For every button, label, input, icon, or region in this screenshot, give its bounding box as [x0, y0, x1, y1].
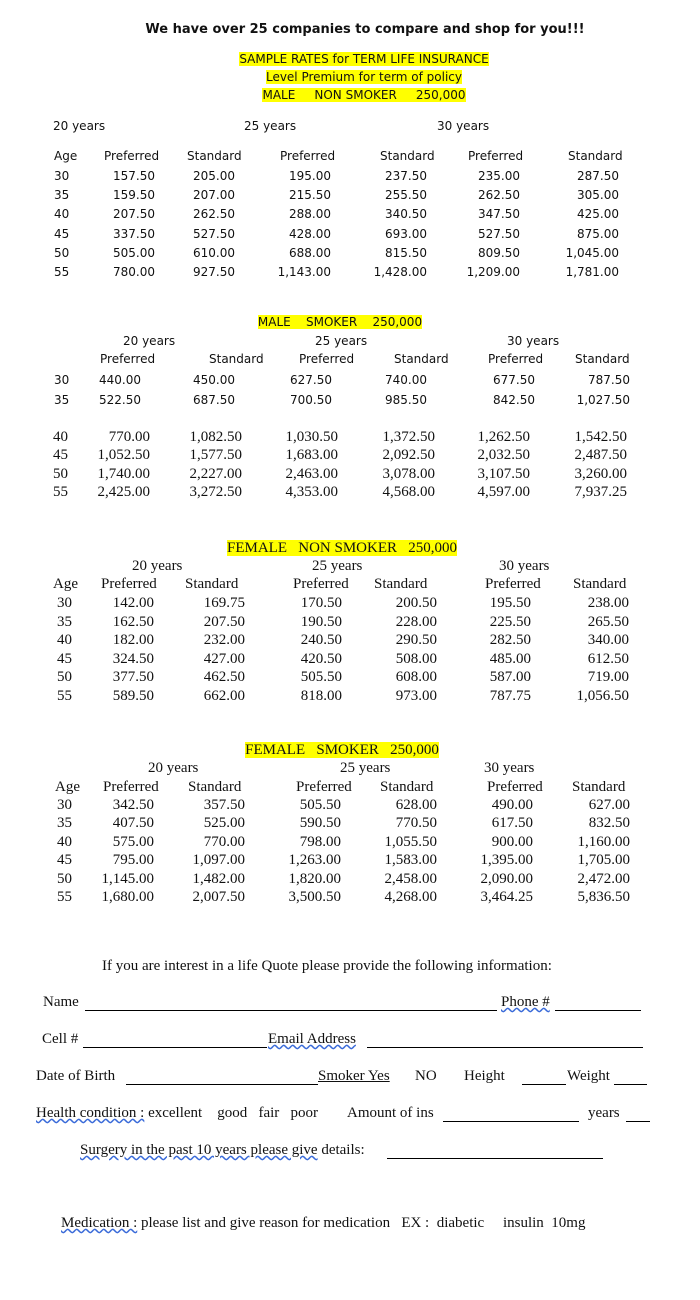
column-header: Preferred — [296, 779, 352, 795]
column-header: Standard — [568, 149, 623, 163]
term-header-20: 20 years — [53, 119, 106, 133]
rate-cell: 1,052.50 — [97, 447, 150, 464]
rate-cell: 182.00 — [112, 632, 154, 648]
medication-label: Medication : — [61, 1215, 138, 1231]
rate-cell: 1,097.00 — [192, 852, 245, 869]
rate-cell: 2,487.50 — [574, 447, 627, 464]
age-cell: 30 — [57, 797, 72, 813]
rate-cell: 508.00 — [395, 650, 437, 667]
rate-cell: 740.00 — [385, 373, 427, 387]
rate-cell: 687.50 — [193, 392, 235, 407]
rate-cell: 927.50 — [193, 265, 235, 279]
age-cell: 55 — [57, 889, 72, 905]
rate-cell: 462.50 — [203, 669, 245, 685]
rate-cell: 1,395.00 — [480, 852, 533, 869]
rate-cell: 5,836.50 — [577, 889, 630, 905]
rate-cell: 875.00 — [577, 226, 619, 241]
rate-cell: 169.75 — [203, 595, 245, 611]
rate-cell: 195.00 — [289, 169, 331, 183]
column-header: Preferred — [280, 149, 336, 163]
column-header: Standard — [573, 576, 627, 592]
rate-cell: 1,027.50 — [576, 392, 630, 407]
surgery-label: Surgery in the past 10 years please give — [80, 1142, 318, 1158]
rate-cell: 142.00 — [112, 595, 154, 611]
rate-cell: 225.50 — [489, 613, 531, 630]
rate-cell: 205.00 — [193, 169, 235, 183]
rate-cell: 627.50 — [290, 373, 332, 387]
column-header: Age — [54, 149, 78, 163]
rate-cell: 973.00 — [395, 687, 437, 704]
age-cell: 35 — [57, 613, 72, 630]
term-header-25: 25 years — [315, 334, 368, 348]
age-cell: 45 — [57, 852, 72, 869]
health-options[interactable]: excellent good fair poor — [148, 1105, 319, 1121]
rate-cell: 238.00 — [587, 595, 629, 611]
smoker-no-option[interactable]: NO — [415, 1068, 437, 1084]
rate-cell: 324.50 — [112, 650, 154, 667]
surgery-row — [80, 1142, 365, 1159]
rate-cell: 1,143.00 — [277, 265, 331, 279]
rate-cell: 575.00 — [112, 833, 154, 850]
rate-cell: 787.50 — [588, 373, 630, 387]
rate-cell: 522.50 — [99, 392, 141, 407]
rate-cell: 1,577.50 — [189, 447, 242, 464]
rate-cell: 587.00 — [489, 669, 531, 685]
health-row — [36, 1105, 318, 1122]
age-cell: 55 — [54, 265, 70, 279]
tagline: We have over 25 companies to compare and shop for you!!! — [145, 22, 585, 37]
column-header: Standard — [185, 576, 239, 592]
male-nonsmoker-title: MALE NON SMOKER 250,000 — [262, 88, 466, 102]
rate-cell: 282.50 — [489, 632, 531, 648]
height-label: Height — [464, 1068, 505, 1084]
rate-cell: 1,583.00 — [384, 852, 437, 869]
rate-cell: 1,030.50 — [285, 429, 338, 445]
sample-line-2: Level Premium for term of policy — [265, 70, 463, 84]
age-cell: 55 — [53, 483, 68, 500]
column-header: Standard — [380, 149, 435, 163]
column-header: Preferred — [487, 779, 543, 795]
rate-cell: 340.50 — [385, 207, 427, 222]
sample-line-1: SAMPLE RATES for TERM LIFE INSURANCE — [239, 52, 489, 66]
rate-cell: 357.50 — [203, 797, 245, 813]
age-cell: 45 — [54, 226, 70, 241]
age-cell: 30 — [54, 373, 70, 387]
surgery-details-label: details: — [321, 1142, 365, 1158]
age-cell: 40 — [53, 429, 68, 445]
rate-cell: 700.50 — [290, 392, 332, 407]
male-smoker-title: MALE SMOKER 250,000 — [257, 315, 423, 329]
rate-cell: 427.00 — [203, 650, 245, 667]
rate-cell: 1,209.00 — [466, 265, 520, 279]
column-header: Standard — [374, 576, 428, 592]
column-header: Preferred — [485, 576, 541, 592]
rate-cell: 505.50 — [300, 669, 342, 685]
age-cell: 40 — [54, 207, 70, 222]
height-field[interactable] — [522, 1084, 566, 1085]
rate-cell: 2,463.00 — [285, 465, 338, 482]
rate-cell: 207.50 — [203, 613, 245, 630]
rate-cell: 815.50 — [385, 245, 427, 260]
male-smoker-heading — [0, 315, 680, 329]
age-cell: 35 — [54, 188, 70, 203]
rate-cell: 1,683.00 — [285, 447, 338, 464]
rate-cell: 798.00 — [299, 833, 341, 850]
rate-cell: 787.75 — [489, 687, 531, 704]
rate-cell: 677.50 — [493, 373, 535, 387]
column-header: Preferred — [488, 352, 544, 366]
rate-cell: 688.00 — [289, 245, 331, 260]
term-header-30: 30 years — [499, 558, 550, 574]
rate-cell: 693.00 — [385, 226, 427, 241]
sample-rates-subheading — [0, 70, 700, 84]
rate-cell: 7,937.25 — [574, 483, 627, 500]
rate-cell: 1,482.00 — [192, 870, 245, 887]
cell-label: Cell # — [42, 1031, 79, 1047]
column-header: Preferred — [100, 352, 156, 366]
rate-cell: 608.00 — [395, 669, 437, 685]
rate-cell: 2,425.00 — [97, 483, 150, 500]
female-smoker-heading — [0, 742, 684, 759]
rate-cell: 215.50 — [289, 188, 331, 203]
email-label: Email Address — [268, 1031, 356, 1047]
age-cell: 30 — [54, 169, 70, 183]
years-label: years — [588, 1105, 620, 1121]
term-header-25: 25 years — [340, 760, 391, 776]
rate-cell: 1,781.00 — [565, 265, 619, 279]
rate-cell: 1,055.50 — [384, 833, 437, 850]
rate-cell: 1,372.50 — [382, 429, 435, 445]
weight-field[interactable] — [614, 1084, 647, 1085]
medication-text: please list and give reason for medication EX : diabetic insulin 10mg — [140, 1215, 586, 1231]
column-header: Standard — [187, 149, 242, 163]
name-label: Name — [43, 994, 79, 1010]
rate-cell: 425.00 — [577, 207, 619, 222]
term-header-30: 30 years — [507, 334, 560, 348]
rate-cell: 1,428.00 — [373, 265, 427, 279]
rate-cell: 255.50 — [385, 188, 427, 203]
rate-cell: 232.00 — [203, 632, 245, 648]
rate-cell: 407.50 — [112, 815, 154, 832]
term-header-20: 20 years — [123, 334, 176, 348]
phone-label: Phone # — [501, 994, 550, 1010]
age-cell: 50 — [57, 669, 72, 685]
female-nonsmoker-heading — [0, 540, 684, 557]
rate-cell: 590.50 — [299, 815, 341, 832]
rate-cell: 612.50 — [587, 650, 629, 667]
rate-cell: 377.50 — [112, 669, 154, 685]
rate-cell: 795.00 — [112, 852, 154, 869]
rate-cell: 3,464.25 — [480, 889, 533, 905]
rate-cell: 347.50 — [478, 207, 520, 222]
rate-cell: 719.00 — [587, 669, 629, 685]
rate-cell: 527.50 — [193, 226, 235, 241]
rate-cell: 262.50 — [193, 207, 235, 222]
health-label: Health condition : — [36, 1105, 145, 1121]
rate-cell: 2,092.50 — [382, 447, 435, 464]
rate-cell: 1,082.50 — [189, 429, 242, 445]
name-field[interactable] — [85, 1010, 497, 1011]
age-cell: 50 — [53, 465, 68, 482]
weight-label: Weight — [567, 1068, 610, 1084]
rate-cell: 1,705.00 — [577, 852, 630, 869]
rate-cell: 505.00 — [113, 245, 155, 260]
rate-cell: 200.50 — [395, 595, 437, 611]
medication-row — [61, 1215, 585, 1232]
rate-cell: 2,472.00 — [577, 870, 630, 887]
rate-cell: 628.00 — [395, 797, 437, 813]
rate-cell: 1,263.00 — [288, 852, 341, 869]
age-cell: 45 — [57, 650, 72, 667]
column-header: Age — [53, 576, 78, 592]
rate-cell: 842.50 — [493, 392, 535, 407]
column-header: Preferred — [299, 352, 355, 366]
rate-cell: 589.50 — [112, 687, 154, 704]
rate-cell: 1,740.00 — [97, 465, 150, 482]
rate-cell: 157.50 — [113, 169, 155, 183]
rate-cell: 1,145.00 — [101, 870, 154, 887]
rate-cell: 2,227.00 — [189, 465, 242, 482]
age-cell: 35 — [54, 392, 70, 407]
age-cell: 40 — [57, 632, 72, 648]
rate-cell: 818.00 — [300, 687, 342, 704]
rate-cell: 832.50 — [588, 815, 630, 832]
rate-cell: 4,353.00 — [285, 483, 338, 500]
term-header-25: 25 years — [312, 558, 363, 574]
rate-cell: 3,078.00 — [382, 465, 435, 482]
email-field[interactable] — [367, 1047, 643, 1048]
column-header: Standard — [380, 779, 434, 795]
rate-cell: 440.00 — [99, 373, 141, 387]
rate-cell: 1,160.00 — [577, 833, 630, 850]
rate-cell: 420.50 — [300, 650, 342, 667]
column-header: Preferred — [103, 779, 159, 795]
female-nonsmoker-title: FEMALE NON SMOKER 250,000 — [226, 540, 457, 556]
rate-cell: 288.00 — [289, 207, 331, 222]
age-cell: 30 — [57, 595, 72, 611]
rate-cell: 262.50 — [478, 188, 520, 203]
rate-cell: 4,568.00 — [382, 483, 435, 500]
rate-cell: 2,090.00 — [480, 870, 533, 887]
rate-cell: 2,458.00 — [384, 870, 437, 887]
rate-cell: 305.00 — [577, 188, 619, 203]
term-header-20: 20 years — [132, 558, 183, 574]
rate-cell: 2,032.50 — [477, 447, 530, 464]
rate-cell: 527.50 — [478, 226, 520, 241]
rate-cell: 4,597.00 — [477, 483, 530, 500]
rate-cell: 1,680.00 — [101, 889, 154, 905]
column-header: Standard — [575, 352, 630, 366]
sample-rates-heading — [0, 52, 700, 66]
rate-cell: 2,007.50 — [192, 889, 245, 905]
female-smoker-title: FEMALE SMOKER 250,000 — [245, 742, 439, 758]
dob-label: Date of Birth — [36, 1068, 116, 1084]
years-field[interactable] — [626, 1121, 650, 1122]
rate-cell: 3,500.50 — [288, 889, 341, 905]
column-header: Standard — [572, 779, 626, 795]
amount-field[interactable] — [443, 1121, 579, 1122]
surgery-field[interactable] — [387, 1158, 603, 1159]
rate-cell: 195.50 — [489, 595, 531, 611]
column-header: Preferred — [293, 576, 349, 592]
rate-cell: 3,272.50 — [189, 483, 242, 500]
rate-cell: 342.50 — [112, 797, 154, 813]
rate-cell: 1,262.50 — [477, 429, 530, 445]
smoker-yes-option[interactable]: Smoker Yes — [318, 1068, 390, 1084]
rate-cell: 237.50 — [385, 169, 427, 183]
rate-cell: 159.50 — [113, 188, 155, 203]
term-header-25: 25 years — [244, 119, 297, 133]
rate-cell: 4,268.00 — [384, 889, 437, 905]
rate-cell: 1,045.00 — [565, 245, 619, 260]
column-header: Preferred — [104, 149, 160, 163]
rate-cell: 207.50 — [113, 207, 155, 222]
rate-cell: 337.50 — [113, 226, 155, 241]
rate-cell: 3,107.50 — [477, 465, 530, 482]
rate-cell: 228.00 — [395, 613, 437, 630]
rate-cell: 809.50 — [478, 245, 520, 260]
rate-cell: 770.00 — [203, 833, 245, 850]
rate-cell: 617.50 — [491, 815, 533, 832]
rate-cell: 900.00 — [491, 833, 533, 850]
rate-cell: 3,260.00 — [574, 465, 627, 482]
rate-cell: 1,820.00 — [288, 870, 341, 887]
rate-cell: 780.00 — [113, 265, 155, 279]
rate-cell: 1,056.50 — [576, 687, 629, 704]
rate-cell: 770.00 — [108, 429, 150, 445]
age-cell: 35 — [57, 815, 72, 832]
rate-cell: 505.50 — [299, 797, 341, 813]
column-header: Standard — [394, 352, 449, 366]
rate-cell: 770.50 — [395, 815, 437, 832]
column-header: Age — [55, 779, 80, 795]
rate-cell: 985.50 — [385, 392, 427, 407]
rate-cell: 265.50 — [587, 613, 629, 630]
rate-cell: 290.50 — [395, 632, 437, 648]
column-header: Preferred — [101, 576, 157, 592]
age-cell: 45 — [53, 447, 68, 464]
rate-cell: 525.00 — [203, 815, 245, 832]
term-header-30: 30 years — [484, 760, 535, 776]
rate-cell: 340.00 — [587, 632, 629, 648]
form-intro: If you are interest in a life Quote please provide the following information: — [102, 958, 552, 974]
amount-label: Amount of ins — [347, 1105, 434, 1121]
rate-cell: 450.00 — [193, 373, 235, 387]
age-cell: 50 — [54, 245, 70, 260]
rate-cell: 190.50 — [300, 613, 342, 630]
rate-cell: 240.50 — [300, 632, 342, 648]
term-header-20: 20 years — [148, 760, 199, 776]
rate-cell: 287.50 — [577, 169, 619, 183]
phone-field[interactable] — [555, 1010, 641, 1011]
rate-cell: 485.00 — [489, 650, 531, 667]
rate-cell: 428.00 — [289, 226, 331, 241]
column-header: Standard — [209, 352, 264, 366]
column-header: Preferred — [468, 149, 524, 163]
rate-cell: 610.00 — [193, 245, 235, 260]
rate-cell: 1,542.50 — [574, 429, 627, 445]
male-nonsmoker-heading — [0, 88, 700, 102]
cell-field[interactable] — [83, 1047, 267, 1048]
term-header-30: 30 years — [437, 119, 490, 133]
rate-cell: 627.00 — [588, 797, 630, 813]
rate-cell: 207.00 — [193, 188, 235, 203]
rate-cell: 235.00 — [478, 169, 520, 183]
rate-cell: 662.00 — [203, 687, 245, 704]
age-cell: 40 — [57, 833, 72, 850]
age-cell: 55 — [57, 687, 72, 704]
rate-cell: 490.00 — [491, 797, 533, 813]
age-cell: 50 — [57, 870, 72, 887]
rate-cell: 162.50 — [112, 613, 154, 630]
rate-cell: 170.50 — [300, 595, 342, 611]
column-header: Standard — [188, 779, 242, 795]
dob-field[interactable] — [126, 1084, 318, 1085]
